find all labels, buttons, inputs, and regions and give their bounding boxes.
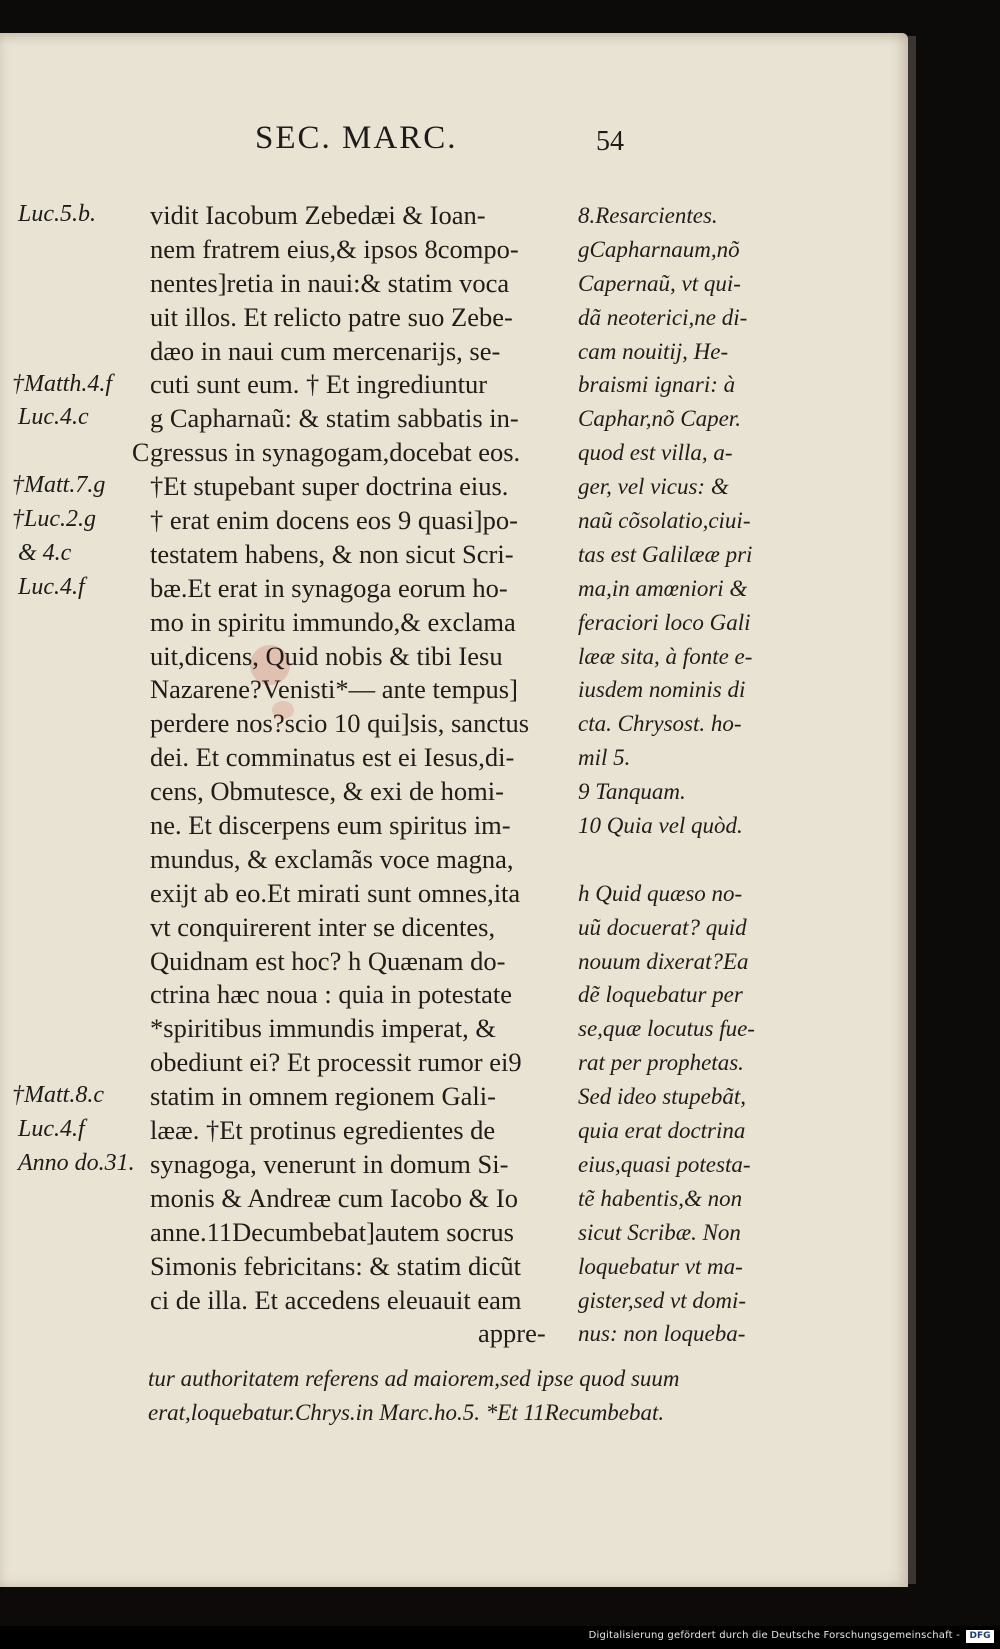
text-line: perdere nos?scio 10 qui]sis, sanctus [150, 708, 530, 739]
text-line: † erat enim docens eos 9 quasi]po- [150, 505, 518, 536]
margin-note-line: gister,sed vt domi- [578, 1287, 747, 1313]
margin-note-line: loquebatur vt ma- [578, 1253, 743, 1279]
cross-reference-note: & 4.c [18, 540, 72, 566]
cross-reference-note: †Luc.2.g [12, 506, 96, 533]
margin-note-line: eius,quasi potesta- [578, 1151, 751, 1177]
page-number: 54 [596, 126, 624, 157]
text-line: uit illos. Et relicto patre suo Zebe- [150, 301, 513, 332]
text-line: bæ.Et erat in synagoga eorum ho- [150, 572, 508, 603]
page-header [0, 120, 908, 160]
margin-note-line: 8.Resarcientes. [578, 203, 718, 228]
margin-note-line: rat per prophetas. [578, 1050, 744, 1076]
cross-reference-note: C [132, 438, 150, 468]
right-margin-notes [578, 199, 806, 1351]
cross-reference-note: Anno do.31. [18, 1150, 135, 1177]
running-title: SEC. MARC. [255, 120, 458, 156]
text-line: vt conquirerent inter se dicentes, [150, 911, 496, 942]
text-line: Quidnam est hoc? h Quænam do- [150, 945, 506, 976]
cross-reference-note: Luc.4.f [18, 573, 85, 600]
margin-note-line: nouum dixerat?Ea [578, 948, 749, 974]
text-line: Nazarene?Venisti*— ante tempus] [150, 674, 518, 705]
margin-note-line: feraciori loco Gali [578, 609, 751, 635]
margin-note-line: nus: non loqueba- [578, 1321, 746, 1347]
text-line: cens, Obmutesce, & exi de homi- [150, 776, 504, 807]
margin-note-line: naũ cõsolatio,ciui- [578, 508, 751, 534]
text-line: Simonis febricitans: & statim dicũt [150, 1250, 521, 1281]
margin-note-line: ma,in amœniori & [578, 575, 748, 601]
bottom-commentary [148, 1362, 798, 1430]
margin-note-line: cam nouitij, He- [578, 338, 729, 364]
text-line: gressus in synagogam,docebat eos. [150, 437, 521, 468]
margin-note-line: uũ docuerat? quid [578, 914, 747, 940]
text-line: obediunt ei? Et processit rumor ei9 [150, 1047, 522, 1078]
cross-reference-note: †Matt.8.c [12, 1082, 104, 1109]
text-line: mundus, & exclamãs voce magna, [150, 843, 514, 874]
margin-note-line: cta. Chrysost. ho- [578, 711, 742, 737]
text-line: monis & Andreæ cum Iacobo & Io [150, 1182, 518, 1213]
text-line: nentes]retia in naui:& statim voca [150, 267, 510, 298]
margin-note-line: 9 Tanquam. [578, 779, 686, 805]
text-line: mo in spiritu immundo,& exclama [150, 606, 516, 637]
commentary-line: erat,loquebatur.Chrys.in Marc.ho.5. *Et 11Recumbebat. [148, 1400, 665, 1425]
margin-note-line: ger, vel vicus: & [578, 474, 729, 500]
text-line: appre- [478, 1318, 546, 1349]
text-line: ne. Et discerpens eum spiritus im- [150, 810, 511, 841]
margin-note-line: h Quid quæso no- [578, 880, 743, 906]
text-line: lææ. †Et protinus egredientes de [150, 1115, 496, 1146]
text-line: dei. Et comminatus est ei Iesus,di- [150, 742, 515, 773]
margin-note-line: tas est Galilææ pri [578, 541, 753, 567]
margin-note-line: sicut Scribæ. Non [578, 1219, 741, 1245]
margin-note-line: braismi ignari: à [578, 372, 736, 398]
page-edge [908, 36, 916, 1584]
margin-note-line: mil 5. [578, 745, 631, 771]
margin-note-line: lææ sita, à fonte e- [578, 643, 753, 669]
text-line: statim in omnem regionem Gali- [150, 1081, 496, 1112]
commentary-line: tur authoritatem referens ad maiorem,sed ipse quod suum [148, 1366, 680, 1391]
text-line: anne.11Decumbebat]autem socrus [150, 1216, 514, 1247]
margin-note-line [578, 843, 806, 877]
cross-reference-note: Luc.4.c [18, 404, 89, 431]
text-line: testatem habens, & non sicut Scri- [150, 538, 514, 569]
text-line: synagoga, venerunt in domum Si- [150, 1148, 509, 1179]
margin-note-line: quod est villa, a- [578, 440, 733, 466]
margin-note-line: iusdem nominis di [578, 677, 746, 703]
text-line: ci de illa. Et accedens eleuauit eam [150, 1284, 522, 1315]
footer-bar [0, 1626, 1000, 1649]
funding-text: Digitalisierung gefördert durch die Deutsche Forschungsgemeinschaft - [588, 1630, 960, 1641]
main-text-column [150, 199, 580, 1351]
margin-note-line: dã neoterici,ne di- [578, 304, 748, 330]
text-line: uit,dicens, Quid nobis & tibi Iesu [150, 640, 503, 671]
margin-note-line: 10 Quia vel quòd. [578, 813, 743, 839]
margin-note-line: gCapharnaum,nõ [578, 236, 740, 262]
dfg-logo: DFG [966, 1630, 994, 1643]
margin-note-line: quia erat doctrina [578, 1118, 746, 1144]
margin-note-line: dẽ loquebatur per [578, 982, 743, 1008]
margin-note-line: Capernaũ, vt qui- [578, 270, 741, 296]
text-line: exijt ab eo.Et mirati sunt omnes,ita [150, 877, 521, 908]
text-line: vidit Iacobum Zebedæi & Ioan- [150, 200, 486, 230]
book-page [0, 33, 908, 1587]
text-line: cuti sunt eum. † Et ingrediuntur [150, 369, 488, 400]
text-line: ctrina hæc noua : quia in potestate [150, 979, 513, 1010]
text-line: nem fratrem eius,& ipsos 8compo- [150, 233, 519, 264]
margin-note-line: tẽ habentis,& non [578, 1185, 743, 1211]
text-line: g Capharnaũ: & statim sabbatis in- [150, 403, 519, 434]
text-line: dæo in naui cum mercenarijs, se- [150, 335, 501, 366]
margin-note-line: Caphar,nõ Caper. [578, 406, 741, 432]
cross-reference-note: Luc.5.b. [18, 201, 96, 227]
margin-note-line: Sed ideo stupebãt, [578, 1084, 746, 1110]
margin-note-line: se,quæ locutus fue- [578, 1016, 755, 1042]
cross-reference-note: †Matt.7.g [12, 472, 106, 499]
text-line: †Et stupebant super doctrina eius. [150, 471, 509, 502]
cross-reference-note: †Matth.4.f [12, 370, 112, 397]
text-line: *spiritibus immundis imperat, & [150, 1013, 496, 1044]
cross-reference-note: Luc.4.f [18, 1116, 85, 1143]
